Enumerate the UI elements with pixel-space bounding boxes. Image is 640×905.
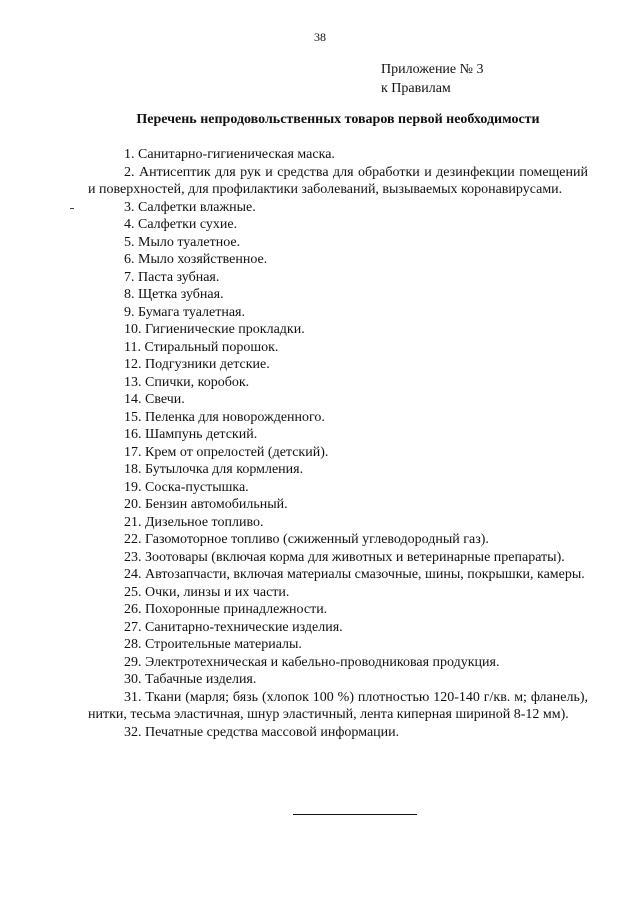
document-title: Перечень непродовольственных товаров первой необходимости <box>136 112 540 127</box>
appendix-rules-reference: к Правилам <box>381 81 451 96</box>
list-item: 27. Санитарно-технические изделия. <box>124 619 343 635</box>
list-item: 25. Очки, линзы и их части. <box>124 584 290 600</box>
list-item: 9. Бумага туалетная. <box>124 304 245 320</box>
list-item: 26. Похоронные принадлежности. <box>124 602 328 617</box>
list-item: 3. Салфетки влажные. <box>124 199 256 215</box>
list-item: 32. Печатные средства массовой информации. <box>124 724 400 740</box>
list-item: 4. Салфетки сухие. <box>124 217 238 232</box>
margin-mark <box>70 208 74 209</box>
list-item: 11. Стиральный порошок. <box>124 339 279 355</box>
list-item: 18. Бутылочка для кормления. <box>124 462 304 477</box>
list-item: 30. Табачные изделия. <box>124 672 257 687</box>
list-item: 7. Паста зубная. <box>124 269 220 285</box>
list-item: 31. Ткани (марля; бязь (хлопок 100 %) плотностью 120-140 г/кв. м; фланель), нитки, тесьма эластичная, шнур эластичный, лента киперная шириной 8-12 мм). <box>88 689 588 722</box>
list-item: 16. Шампунь детский. <box>124 427 258 442</box>
list-item: 6. Мыло хозяйственное. <box>124 252 268 267</box>
appendix-reference <box>381 60 484 98</box>
list-item: 2. Антисептик для рук и средства для обработки и дезинфекции помещений и поверхностей, для профилактики заболеваний, вызываемых коронавирусами. <box>88 164 588 197</box>
list-item: 29. Электротехническая и кабельно-проводниковая продукция. <box>124 654 500 670</box>
list-item: 5. Мыло туалетное. <box>124 234 241 250</box>
list-item: 24. Автозапчасти, включая материалы смазочные, шины, покрышки, камеры. <box>124 567 585 582</box>
list-item: 12. Подгузники детские. <box>124 357 270 372</box>
end-divider <box>293 814 417 815</box>
list-item: 15. Пеленка для новорожденного. <box>124 409 325 425</box>
list-item: 17. Крем от опрелостей (детский). <box>124 444 329 460</box>
page-number: 38 <box>314 30 326 44</box>
appendix-number: Приложение № 3 <box>381 62 484 77</box>
goods-list <box>88 146 588 741</box>
list-item: 10. Гигиенические прокладки. <box>124 322 305 337</box>
list-item: 21. Дизельное топливо. <box>124 514 264 530</box>
list-item: 19. Соска-пустышка. <box>124 479 249 495</box>
list-item: 1. Санитарно-гигиеническая маска. <box>124 147 335 162</box>
list-item: 8. Щетка зубная. <box>124 287 224 302</box>
list-item: 13. Спички, коробок. <box>124 374 250 390</box>
list-item: 14. Свечи. <box>124 392 185 407</box>
list-item: 20. Бензин автомобильный. <box>124 497 288 512</box>
list-item: 28. Строительные материалы. <box>124 637 302 652</box>
list-item: 23. Зоотовары (включая корма для животных и ветеринарные препараты). <box>124 549 565 565</box>
list-item: 22. Газомоторное топливо (сжиженный углеводородный газ). <box>124 532 489 547</box>
